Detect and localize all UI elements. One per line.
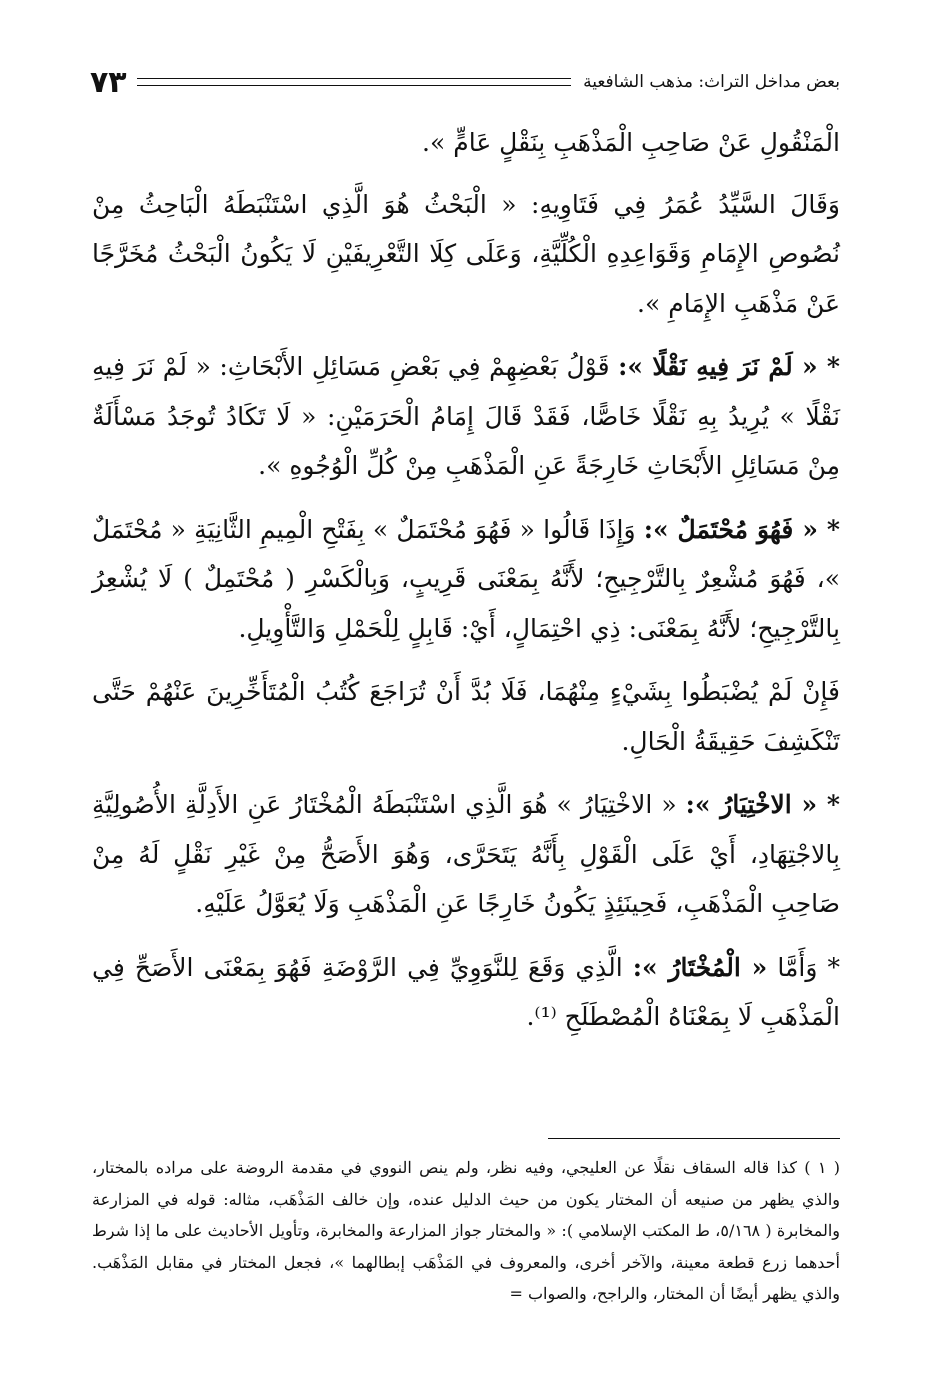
term-body: الَّذِي وَقَعَ لِلنَّوَوِيِّ فِي الرَّوْضَةِ فَهُوَ بِمَعْنَى الأَصَحِّ فِي الْمَذْهَبِ لَا بِمَعْنَاهُ الْمُصْطَلَحِ ⁽¹⁾. xyxy=(92,952,840,1031)
paragraph-6 xyxy=(92,780,840,929)
running-header xyxy=(90,62,840,102)
paragraph-7 xyxy=(92,943,840,1042)
footnote: ( ١ ) كذا قاله السقاف نقلًا عن العليجي، وفيه نظر، ولم ينص النووي في مقدمة الروضة على مراده بالمختار، والذي يظهر من صنيعه أن المختار يكون من حيث الدليل عنده، وإن خالف المَذْهَب، مثاله: قوله في المزارعة والمخابرة ( ٥/١٦٨، ط المكتب الإسلامي ): « والمختار جواز المزارعة والمخابرة، وتأويل الأحاديث على ما إذا شرط أحدهما زرع قطعة معينة، والآخر أخرى، والمعروف في المَذْهَب إبطالهما »، فجعل المختار في مقابل المَذْهَب. والذي يظهر أيضًا أن المختار، والراجح، والصواب = xyxy=(92,1158,841,1303)
term-body: قَوْلُ بَعْضِهِمْ فِي بَعْضِ مَسَائِلِ الأَبْحَاثِ: « لَمْ نَرَ فِيهِ نَقْلًا » يُرِيدُ بِهِ نَقْلًا خَاصًّا، فَقَدْ قَالَ إِمَامُ الْحَرَمَيْنِ: « لَا تَكَادُ تُوجَدُ مَسْأَلَةٌ مِنْ مَسَائِلِ الأَبْحَاثِ خَارِجَةً عَنِ الْمَذْهَبِ مِنْ كُلِّ الْوُجُوهِ ». xyxy=(92,352,840,480)
term-heading: « الْمُخْتَارُ »: xyxy=(632,952,768,982)
header-title: بعض مداخل التراث: مذهب الشافعية xyxy=(583,72,840,92)
term-heading: * « لَمْ نَرَ فِيهِ نَقْلًا »: xyxy=(618,352,841,381)
main-text xyxy=(92,118,840,1056)
header-double-rule xyxy=(137,78,571,86)
paragraph-3 xyxy=(92,342,840,491)
paragraph-1: الْمَنْقُولِ عَنْ صَاحِبِ الْمَذْهَبِ بِنَقْلٍ عَامٍّ ». xyxy=(422,128,840,157)
paragraph-4 xyxy=(92,505,840,654)
term-heading: * « فَهُوَ مُحْتَمَلٌ »: xyxy=(643,514,840,544)
page-number: ٧٣ xyxy=(90,64,127,100)
footnote-separator xyxy=(548,1138,840,1139)
term-body: وَإِذَا قَالُوا « فَهُوَ مُحْتَمَلٌ » بِفَتْحِ الْمِيمِ الثَّانِيَةِ « مُحْتَمَلٌ »، فَهُوَ مُشْعِرٌ بِالتَّرْجِيحِ؛ لأَنَّهُ بِمَعْنَى قَرِيبٍ، وَبِالْكَسْرِ ( مُحْتَمِلٌ ) لَا يُشْعِرُ بِالتَّرْجِيحِ؛ لأَنَّهُ بِمَعْنَى: ذِي احْتِمَالٍ، أَيْ: قَابِلٍ لِلْحَمْلِ وَالتَّأْوِيلِ. xyxy=(92,514,840,643)
term-heading: * « الاخْتِيَارُ »: xyxy=(685,790,840,819)
paragraph-2: وَقَالَ السَّيِّدُ عُمَرُ فِي فَتَاوِيهِ: « الْبَحْثُ هُوَ الَّذِي اسْتَنْبَطَهُ الْبَاحِثُ مِنْ نُصُوصِ الإِمَامِ وَقَوَاعِدِهِ الْكُلِّيَّةِ، وَعَلَى كِلَا التَّعْرِيفَيْنِ لَا يَكُونُ الْبَحْثُ مُخَرَّجًا عَنْ مَذْهَبِ الإِمَامِ ». xyxy=(92,189,840,318)
paragraph-5: فَإِنْ لَمْ يُضْبَطُوا بِشَيْءٍ مِنْهُمَا، فَلَا بُدَّ أَنْ تُرَاجَعَ كُتُبُ الْمُتَأَخِّرِينَ عَنْهُمْ حَتَّى تَنْكَشِفَ حَقِيقَةُ الْحَالِ. xyxy=(92,677,840,756)
term-lead: * وَأَمَّا xyxy=(767,952,841,982)
term-body: « الاخْتِيَارُ » هُوَ الَّذِي اسْتَنْبَطَهُ الْمُخْتَارُ عَنِ الأَدِلَّةِ الأُصُولِيَّةِ بِالاجْتِهَادِ، أَيْ عَلَى الْقَوْلِ بِأَنَّهُ يَتَحَرَّى، وَهُوَ الأَصَحُّ مِنْ غَيْرِ نَقْلٍ لَهُ مِنْ صَاحِبِ الْمَذْهَبِ، فَحِينَئِذٍ يَكُونُ خَارِجًا عَنِ الْمَذْهَبِ وَلَا يُعَوَّلُ عَلَيْهِ. xyxy=(92,790,840,918)
